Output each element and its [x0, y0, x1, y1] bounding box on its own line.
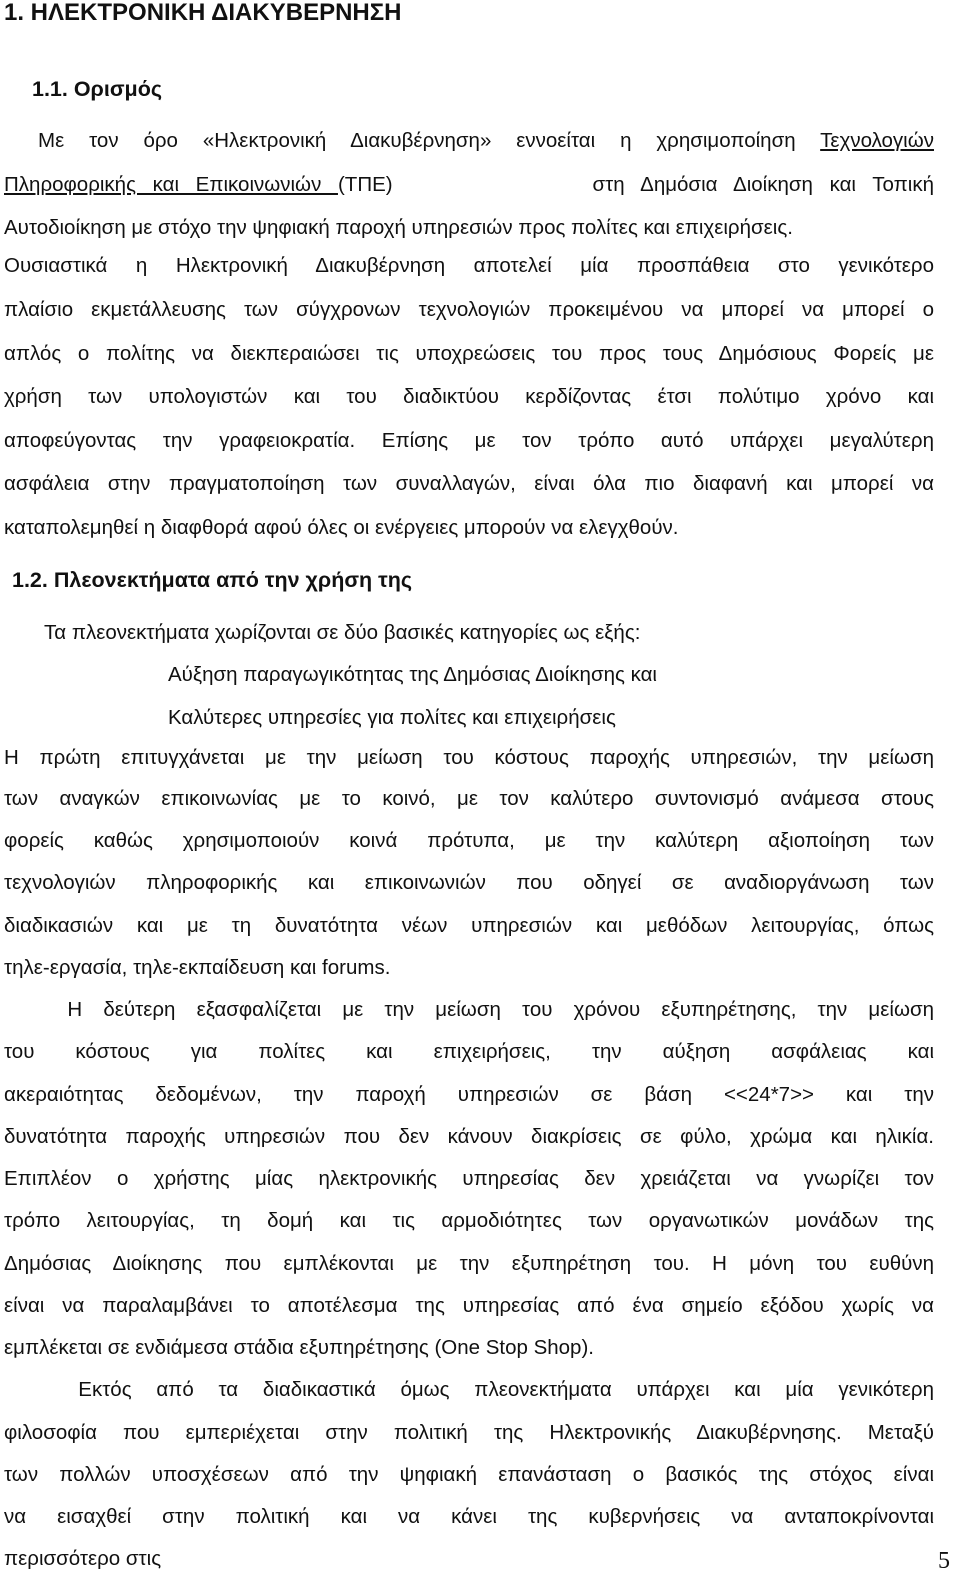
- paragraph-line: χρήση των υπολογιστών και του διαδικτύου κερδίζοντας έτσι πολύτιμο χρόνο και: [4, 385, 934, 408]
- hyperlink[interactable]: Πληροφορικής και Επικοινωνιών: [4, 173, 338, 196]
- categories-intro: Τα πλεονεκτήματα χωρίζονται σε δύο βασικές κατηγορίες ως εξής:: [44, 621, 641, 644]
- paragraph-line: των πολλών υποσχέσεων από την ψηφιακή επανάσταση ο βασικός της στόχος είναι: [4, 1463, 934, 1486]
- paragraph-line: Η δεύτερη εξασφαλίζεται με την μείωση του χρόνου εξυπηρέτησης, την μείωση: [4, 998, 934, 1021]
- paragraph-line: καταπολεμηθεί η διαφθορά αφού όλες οι ενέργειες μπορούν να ελεγχθούν.: [4, 516, 679, 539]
- paragraph-line: Επιπλέον ο χρήστης μίας ηλεκτρονικής υπηρεσίας δεν χρειάζεται να γνωρίζει τον: [4, 1167, 934, 1190]
- paragraph-line: τρόπο λειτουργίας, τη δομή και τις αρμοδιότητες των οργανωτικών μονάδων της: [4, 1209, 934, 1232]
- paragraph-line: Δημόσιας Διοίκησης που εμπλέκονται με την εξυπηρέτηση του. Η μόνη του ευθύνη: [4, 1252, 934, 1275]
- paragraph-line: δυνατότητα παροχής υπηρεσιών που δεν κάνουν διακρίσεις σε φύλο, χρώμα και ηλικία.: [4, 1125, 934, 1148]
- paragraph-line: διαδικασιών και με τη δυνατότητα νέων υπηρεσιών και μεθόδων λειτουργίας, όπως: [4, 914, 934, 937]
- paragraph-line: των αναγκών επικοινωνίας με το κοινό, με τον καλύτερο συντονισμό ανάμεσα στους: [4, 787, 934, 810]
- category-item: Αύξηση παραγωγικότητας της Δημόσιας Διοίκησης και: [168, 663, 657, 686]
- paragraph-line: αποφεύγοντας την γραφειοκρατία. Επίσης με τον τρόπο αυτό υπάρχει μεγαλύτερη: [4, 429, 934, 452]
- section-heading-1-2: 1.2. Πλεονεκτήματα από την χρήση της: [12, 568, 413, 592]
- paragraph-line: Ουσιαστικά η Ηλεκτρονική Διακυβέρνηση αποτελεί μία προσπάθεια στο γενικότερο: [4, 254, 934, 277]
- paragraph-line: Αυτοδιοίκηση με στόχο την ψηφιακή παροχή υπηρεσιών προς πολίτες και επιχειρήσεις.: [4, 216, 793, 239]
- paragraph-line: φιλοσοφία που εμπεριέχεται στην πολιτική της Ηλεκτρονικής Διακυβέρνησης. Μεταξύ: [4, 1421, 934, 1444]
- paragraph-line: να εισαχθεί στην πολιτική και να κάνει της κυβερνήσεις να ανταποκρίνονται: [4, 1505, 934, 1528]
- paragraph-line: [4, 172, 934, 198]
- section-heading-1-1: 1.1. Ορισμός: [32, 77, 163, 101]
- page-title: 1. ΗΛΕΚΤΡΟΝΙΚΗ ΔΙΑΚΥΒΕΡΝΗΣΗ: [4, 0, 402, 26]
- paragraph-line: τεχνολογιών πληροφορικής και επικοινωνιών που οδηγεί σε αναδιοργάνωση των: [4, 871, 934, 894]
- paragraph-line: εμπλέκεται σε ενδιάμεσα στάδια εξυπηρέτησης (One Stop Shop).: [4, 1336, 594, 1359]
- category-item: Καλύτερες υπηρεσίες για πολίτες και επιχειρήσεις: [168, 706, 616, 729]
- paragraph-line: Εκτός από τα διαδικαστικά όμως πλεονεκτήματα υπάρχει και μία γενικότερη: [4, 1378, 934, 1401]
- paragraph-line: [38, 128, 934, 154]
- paragraph-line: είναι να παραλαμβάνει το αποτέλεσμα της υπηρεσίας από ένα σημείο εξόδου χωρίς να: [4, 1294, 934, 1317]
- page-number: 5: [938, 1548, 950, 1574]
- paragraph-line: φορείς καθώς χρησιμοποιούν κοινά πρότυπα, με την καλύτερη αξιοποίηση των: [4, 829, 934, 852]
- paragraph-line: ασφάλεια στην πραγματοποίηση των συναλλαγών, είναι όλα πιο διαφανή και μπορεί να: [4, 472, 934, 495]
- paragraph-text: (ΤΠΕ) στη Δημόσια Διοίκηση και Τοπική: [337, 173, 934, 196]
- paragraph-line: περισσότερο στις: [4, 1547, 162, 1570]
- paragraph-line: απλός ο πολίτης να διεκπεραιώσει τις υποχρεώσεις του προς τους Δημόσιους Φορείς με: [4, 342, 934, 365]
- paragraph-line: τηλε-εργασία, τηλε-εκπαίδευση και forums.: [4, 956, 391, 979]
- paragraph-line: πλαίσιο εκμετάλλευσης των σύγχρονων τεχνολογιών προκειμένου να μπορεί να μπορεί ο: [4, 298, 934, 321]
- paragraph-line: του κόστους για πολίτες και επιχειρήσεις, την αύξηση ασφάλειας και: [4, 1040, 934, 1063]
- paragraph-text: Με τον όρο «Ηλεκτρονική Διακυβέρνηση» εννοείται η χρησιμοποίηση: [38, 129, 821, 152]
- hyperlink[interactable]: Τεχνολογιών: [820, 129, 934, 152]
- paragraph-line: Η πρώτη επιτυγχάνεται με την μείωση του κόστους παροχής υπηρεσιών, την μείωση: [4, 746, 934, 769]
- paragraph-line: ακεραιότητας δεδομένων, την παροχή υπηρεσιών σε βάση <<24*7>> και την: [4, 1083, 934, 1106]
